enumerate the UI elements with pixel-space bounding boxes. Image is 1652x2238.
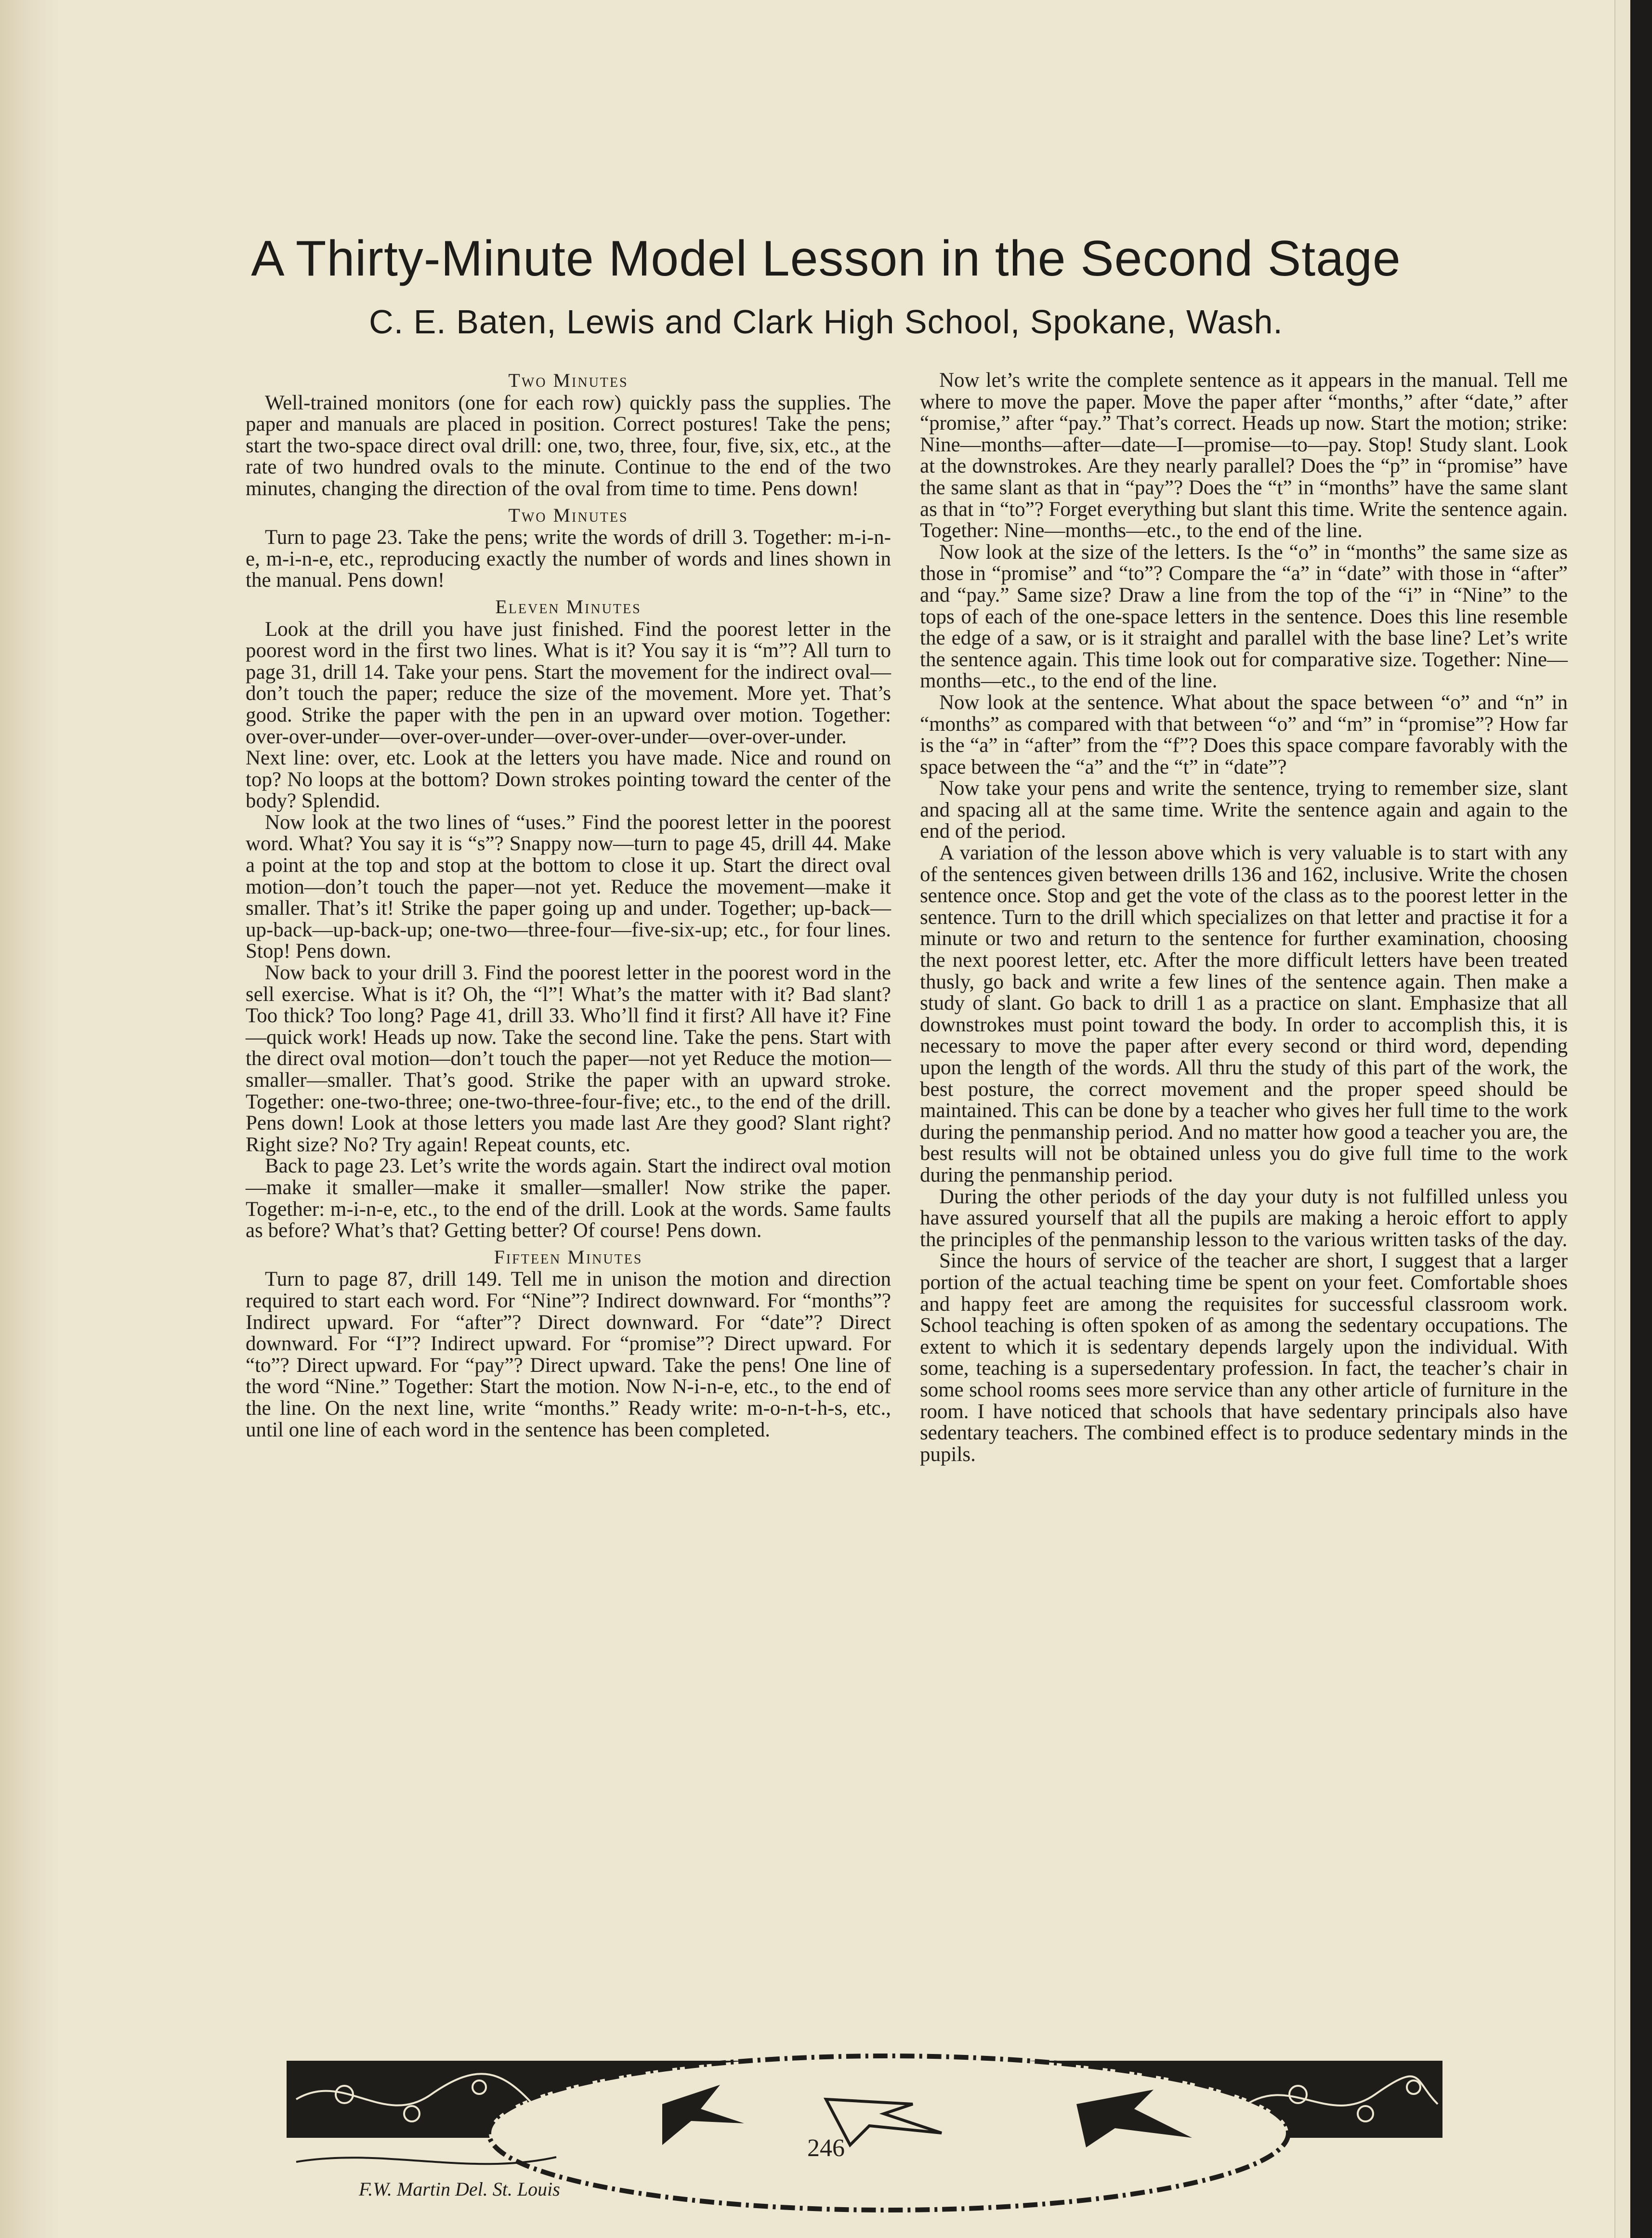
paragraph: Now back to your drill 3. Find the poorest letter in the poorest word in the sell exercise. What is it? Oh, the “l”! What’s the matter with it? Bad slant? Too thick? Too long? Page 41, drill 33. Who’ll find it first? All have it? Fine—quick work! Heads up now. Take the second line. Take the pens. Start with the direct oval motion—don’t touch the paper—not yet Reduce the motion—smaller—smaller. That’s good. Strike the paper with an upward stroke. Together: one-two-three; one-two-three-four-five; etc., to the end of the drill. Pens down! Look at those letters you made last Are they good? Slant right? Right size? No? Try again! Repeat counts, etc. (246, 961, 891, 1156)
section-heading: Two Minutes (508, 369, 629, 391)
paragraph: Now look at the sentence. What about the space between “o” and “n” in “months” as compared with that between “o” and “m” in “promise”? How far is the “a” in “after” from the “f”? Does this space compare favorably with the space between the “a” and the “t” in “date”? (920, 691, 1568, 778)
paragraph: Now let’s write the complete sentence as it appears in the manual. Tell me where to move the paper. Move the paper after “months,” after “date,” after “promise,” after “pay.” That’s correct. Heads up now. Start the motion; strike: Nine—months—after—date—I—promise—to—pay. Stop! Study slant. Look at the downstrokes. Are they nearly parallel? Does the “p” in “promise” have the same slant as that in “pay”? Does the “t” in “months” have the same slant as that in “to”? Forget everything but slant this time. Write the sentence again. Together: Nine—months—etc., to the end of the line. (920, 369, 1568, 542)
paragraph: During the other periods of the day your duty is not fulfilled unless you have assured yourself that all the pupils are making a heroic effort to apply the principles of the penmanship lesson to the various written tasks of the day. (920, 1185, 1568, 1251)
paragraph: Now look at the two lines of “uses.” Find the poorest letter in the poorest word. What? You say it is “s”? Snappy now—turn to page 45, drill 44. Make a point at the top and stop at the bottom to close it up. Start the direct oval motion—don’t touch the paper—not yet. Reduce the movement—make it smaller. That’s it! Strike the paper going up and under. Together; up-back—up-back—up-back-up; one-two—three-four—five-six-up; etc., for four lines. Stop! Pens down. (246, 811, 891, 963)
section-heading: Two Minutes (508, 504, 629, 526)
article-byline: C. E. Baten, Lewis and Clark High School, Spokane, Wash. (369, 303, 1283, 341)
paragraph: A variation of the lesson above which is very valuable is to start with any of the sentences given between drills 136 and 162, inclusive. Write the chosen sentence once. Stop and get the vote of the class as to the poorest letter in the sentence. Turn to the drill which specializes on that letter and practise it for a minute or two and return to the sentence for further examination, choosing the next poorest letter, etc. After the more difficult letters have been treated thusly, go back and write a few lines of the sentence again. Then make a study of slant. Go back to drill 1 as a practice on slant. Emphasize that all downstrokes must point toward the body. In order to accomplish this, it is necessary to move the paper after every second or third word, depending upon the length of the words. All thru the study of this part of the work, the best posture, the correct movement and the proper speed should be maintained. This can be done by a teacher who gives her full time to the work during the penmanship period. And no matter how good a teacher you are, the best results will not be obtained unless you do give full time to the work during the penmanship period. (920, 842, 1568, 1186)
article-title: A Thirty-Minute Model Lesson in the Second Stage (251, 231, 1401, 287)
paragraph: Now take your pens and write the sentence, trying to remember size, slant and spacing all at the same time. Write the sentence again and again to the end of the period. (920, 777, 1568, 843)
paragraph: Now look at the size of the letters. Is the “o” in “months” the same size as those in “promise” and “to”? Compare the “a” in “date” with those in “after” and “pay.” Same size? Draw a line from the top of the “i” in “Nine” to the tops of each of the one-space letters in the sentence. Does this line resemble the edge of a saw, or is it straight and parallel with the base line? Let’s write the sentence again. This time look out for comparative size. Together: Nine—months—etc., to the end of the line. (920, 540, 1568, 693)
paragraph: Back to page 23. Let’s write the words again. Start the indirect oval motion—make it smaller—make it smaller—smaller! Now strike the paper. Together: m-i-n-e, etc., to the end of the drill. Look at the words. Same faults as before? What’s that? Getting better? Of course! Pens down. (246, 1155, 891, 1242)
paragraph: Turn to page 87, drill 149. Tell me in unison the motion and direction required to start each word. For “Nine”? Indirect downward. For “months”? Indirect upward. For “after”? Direct downward. For “date”? Direct downward. For “I”? Indirect upward. For “promise”? Direct upward. For “to”? Direct upward. For “pay”? Direct upward. Take the pens! One line of the word “Nine.” Together: Start the motion. Now N-i-n-e, etc., to the end of the line. On the next line, write “months.” Ready write: m-o-n-t-h-s, etc., until one line of each word in the sentence has been completed. (246, 1268, 891, 1441)
paragraph: Look at the drill you have just finished. Find the poorest letter in the poorest word in the first two lines. What is it? You say it is “m”? All turn to page 31, drill 14. Take your pens. Start the movement for the indirect oval—don’t touch the paper; reduce the size of the movement. More yet. That’s good. Strike the paper with the pen in an upward over motion. Together: over-over-under—over-over-under—over-over-under—over-over-under. Next line: over, etc. Look at the letters you have made. Nice and round on top? No loops at the bottom? Down strokes pointing toward the center of the body? Splendid. (246, 618, 891, 813)
ornament-signature: F.W. Martin Del. St. Louis (359, 2178, 560, 2200)
paragraph: Since the hours of service of the teacher are short, I suggest that a larger portion of the actual teaching time be spent on your feet. Comfortable shoes and happy feet are among the requisites for successful classroom work. School teaching is often spoken of as among the sedentary occupations. The extent to which it is sedentary depends largely upon the individual. With some, teaching is a supersedentary profession. In fact, the teacher’s chair in some school rooms sees more service than any other article of furniture in the room. I have noticed that schools that have sedentary principals also have sedentary teachers. The combined effect is to produce sedentary minds in the pupils. (920, 1250, 1568, 1466)
right-column (920, 370, 1568, 1465)
section-heading: Fifteen Minutes (494, 1246, 643, 1268)
paragraph: Well-trained monitors (one for each row) quickly pass the supplies. The paper and manuals are placed in position. Correct postures! Take the pens; start the two-space direct oval drill: one, two, three, four, five, six, etc., at the rate of two hundred ovals to the minute. Continue to the end of the two minutes, changing the direction of the oval from time to time. Pens down! (246, 391, 891, 500)
section-heading: Eleven Minutes (495, 595, 642, 618)
left-column (246, 365, 891, 1441)
page-number: 246 (807, 2134, 845, 2162)
paragraph: Turn to page 23. Take the pens; write the words of drill 3. Together: m-i-n-e, m-i-n-e, etc., reproducing exactly the number of words and lines shown in the manual. Pens down! (246, 526, 891, 592)
decorative-ornament (287, 2041, 1500, 2215)
